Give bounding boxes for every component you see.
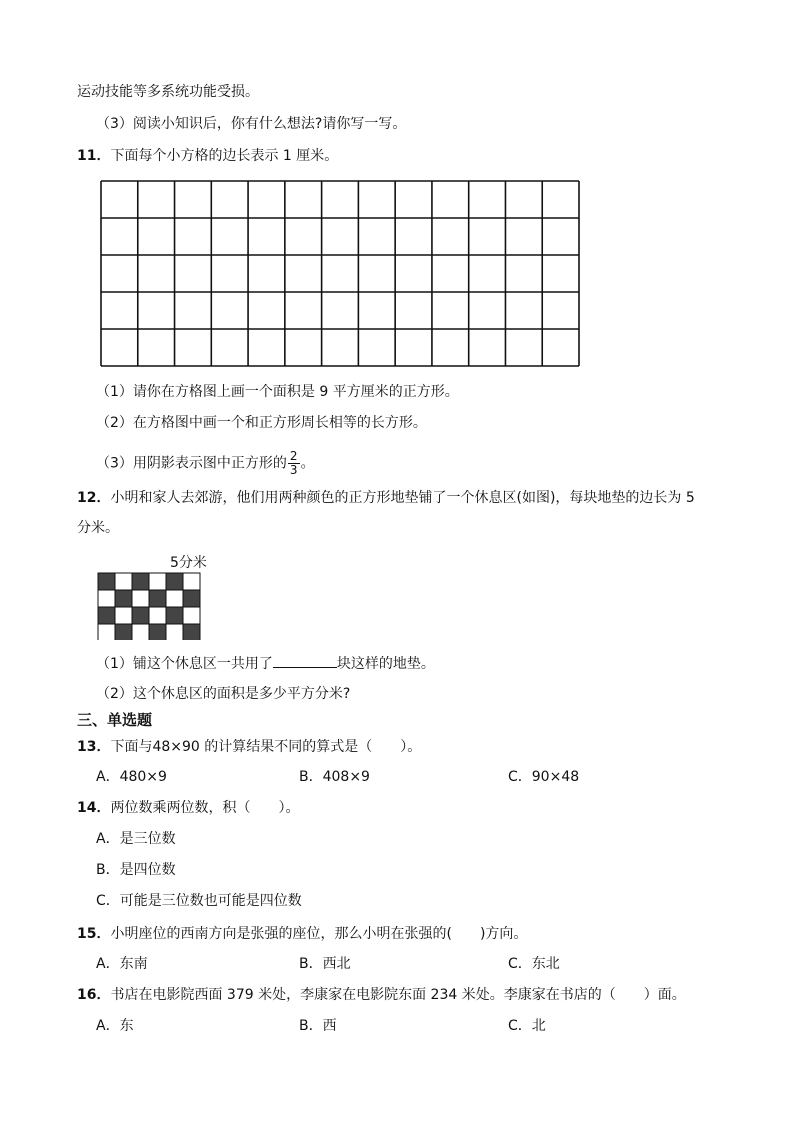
mat-tile [166, 590, 183, 607]
mat-tile [166, 624, 183, 640]
mat-tile [98, 607, 115, 624]
mat-dimension-label: 5分米 [170, 555, 207, 571]
option-a[interactable]: A．东南 [96, 956, 148, 972]
option-a[interactable]: A．东 [96, 1018, 134, 1034]
text-line: 运动技能等多系统功能受损。 [77, 84, 259, 100]
question-16 [77, 985, 686, 1005]
option-c[interactable]: C．北 [508, 1018, 546, 1034]
option-a[interactable]: A．是三位数 [96, 831, 176, 847]
mat-tile [98, 573, 115, 590]
option-b[interactable]: B．西北 [299, 956, 351, 972]
text-line [96, 653, 435, 674]
mat-tile [132, 607, 149, 624]
text-fragment: 块这样的地垫。 [336, 656, 435, 672]
text-line [96, 450, 315, 477]
text-fragment: 。 [300, 455, 315, 472]
mat-tile [132, 624, 149, 640]
mat-tile [183, 607, 200, 624]
square-grid [96, 176, 586, 372]
mat-tile [98, 624, 115, 640]
question-text: 两位数乘两位数，积（ ）。 [110, 800, 300, 816]
text-line: （2）在方格图中画一个和正方形周长相等的长方形。 [96, 415, 427, 431]
question-text: 下面每个小方格的边长表示 1 厘米。 [110, 148, 339, 164]
question-11 [77, 146, 338, 166]
question-number: 13． [77, 739, 111, 755]
text-line: （3）阅读小知识后，你有什么想法?请你写一写。 [96, 116, 407, 132]
question-text: 小明和家人去郊游，他们用两种颜色的正方形地垫铺了一个休息区(如图)，每块地垫的边长为 5 [110, 490, 695, 506]
text-line: （2）这个休息区的面积是多少平方分米? [96, 686, 351, 702]
mat-tile [183, 573, 200, 590]
question-number: 15． [77, 926, 111, 942]
question-number: 11． [77, 148, 111, 164]
section-heading: 三、单选题 [77, 711, 153, 729]
option-c[interactable]: C．90×48 [508, 769, 580, 785]
option-c[interactable]: C．可能是三位数也可能是四位数 [96, 893, 302, 909]
mat-tile [149, 607, 166, 624]
question-text: 小明座位的西南方向是张强的座位，那么小明在张强的( )方向。 [110, 926, 528, 942]
mat-tile [149, 573, 166, 590]
question-text: 下面与48×90 的计算结果不同的算式是（ ）。 [110, 739, 422, 755]
mat-tile [115, 573, 132, 590]
question-number: 14． [77, 800, 111, 816]
mat-tile [149, 590, 166, 607]
mat-tile [132, 573, 149, 590]
mat-tile [132, 590, 149, 607]
question-number: 12． [77, 490, 111, 506]
mat-tile [166, 573, 183, 590]
text-line: （1）请你在方格图上画一个面积是 9 平方厘米的正方形。 [96, 384, 459, 400]
question-text: 书店在电影院西面 379 米处，李康家在电影院东面 234 米处。李康家在书店的（ ）面。 [110, 987, 686, 1003]
option-b[interactable]: B．西 [299, 1018, 337, 1034]
mat-tile [149, 624, 166, 640]
mat-tile [115, 624, 132, 640]
mat-tile [166, 607, 183, 624]
mat-tile [98, 590, 115, 607]
option-a[interactable]: A．480×9 [96, 769, 167, 785]
question-13 [77, 737, 421, 757]
fraction-denominator: 3 [289, 463, 298, 477]
answer-blank[interactable] [273, 653, 337, 668]
text-fragment: （3）用阴影表示图中正方形的 [96, 455, 287, 472]
mat-tile [183, 624, 200, 640]
mat-tile [115, 607, 132, 624]
text-line: 分米。 [77, 520, 119, 536]
question-number: 16． [77, 987, 111, 1003]
mat-tile [115, 590, 132, 607]
mat-tile [183, 590, 200, 607]
question-12 [77, 488, 695, 508]
option-b[interactable]: B．408×9 [299, 769, 370, 785]
fraction-numerator: 2 [289, 449, 298, 463]
mat-pattern [97, 572, 203, 640]
option-b[interactable]: B．是四位数 [96, 862, 176, 878]
text-fragment: （1）铺这个休息区一共用了 [96, 656, 273, 672]
fraction [288, 450, 300, 477]
option-c[interactable]: C．东北 [508, 956, 560, 972]
question-14 [77, 798, 299, 818]
question-15 [77, 924, 527, 944]
